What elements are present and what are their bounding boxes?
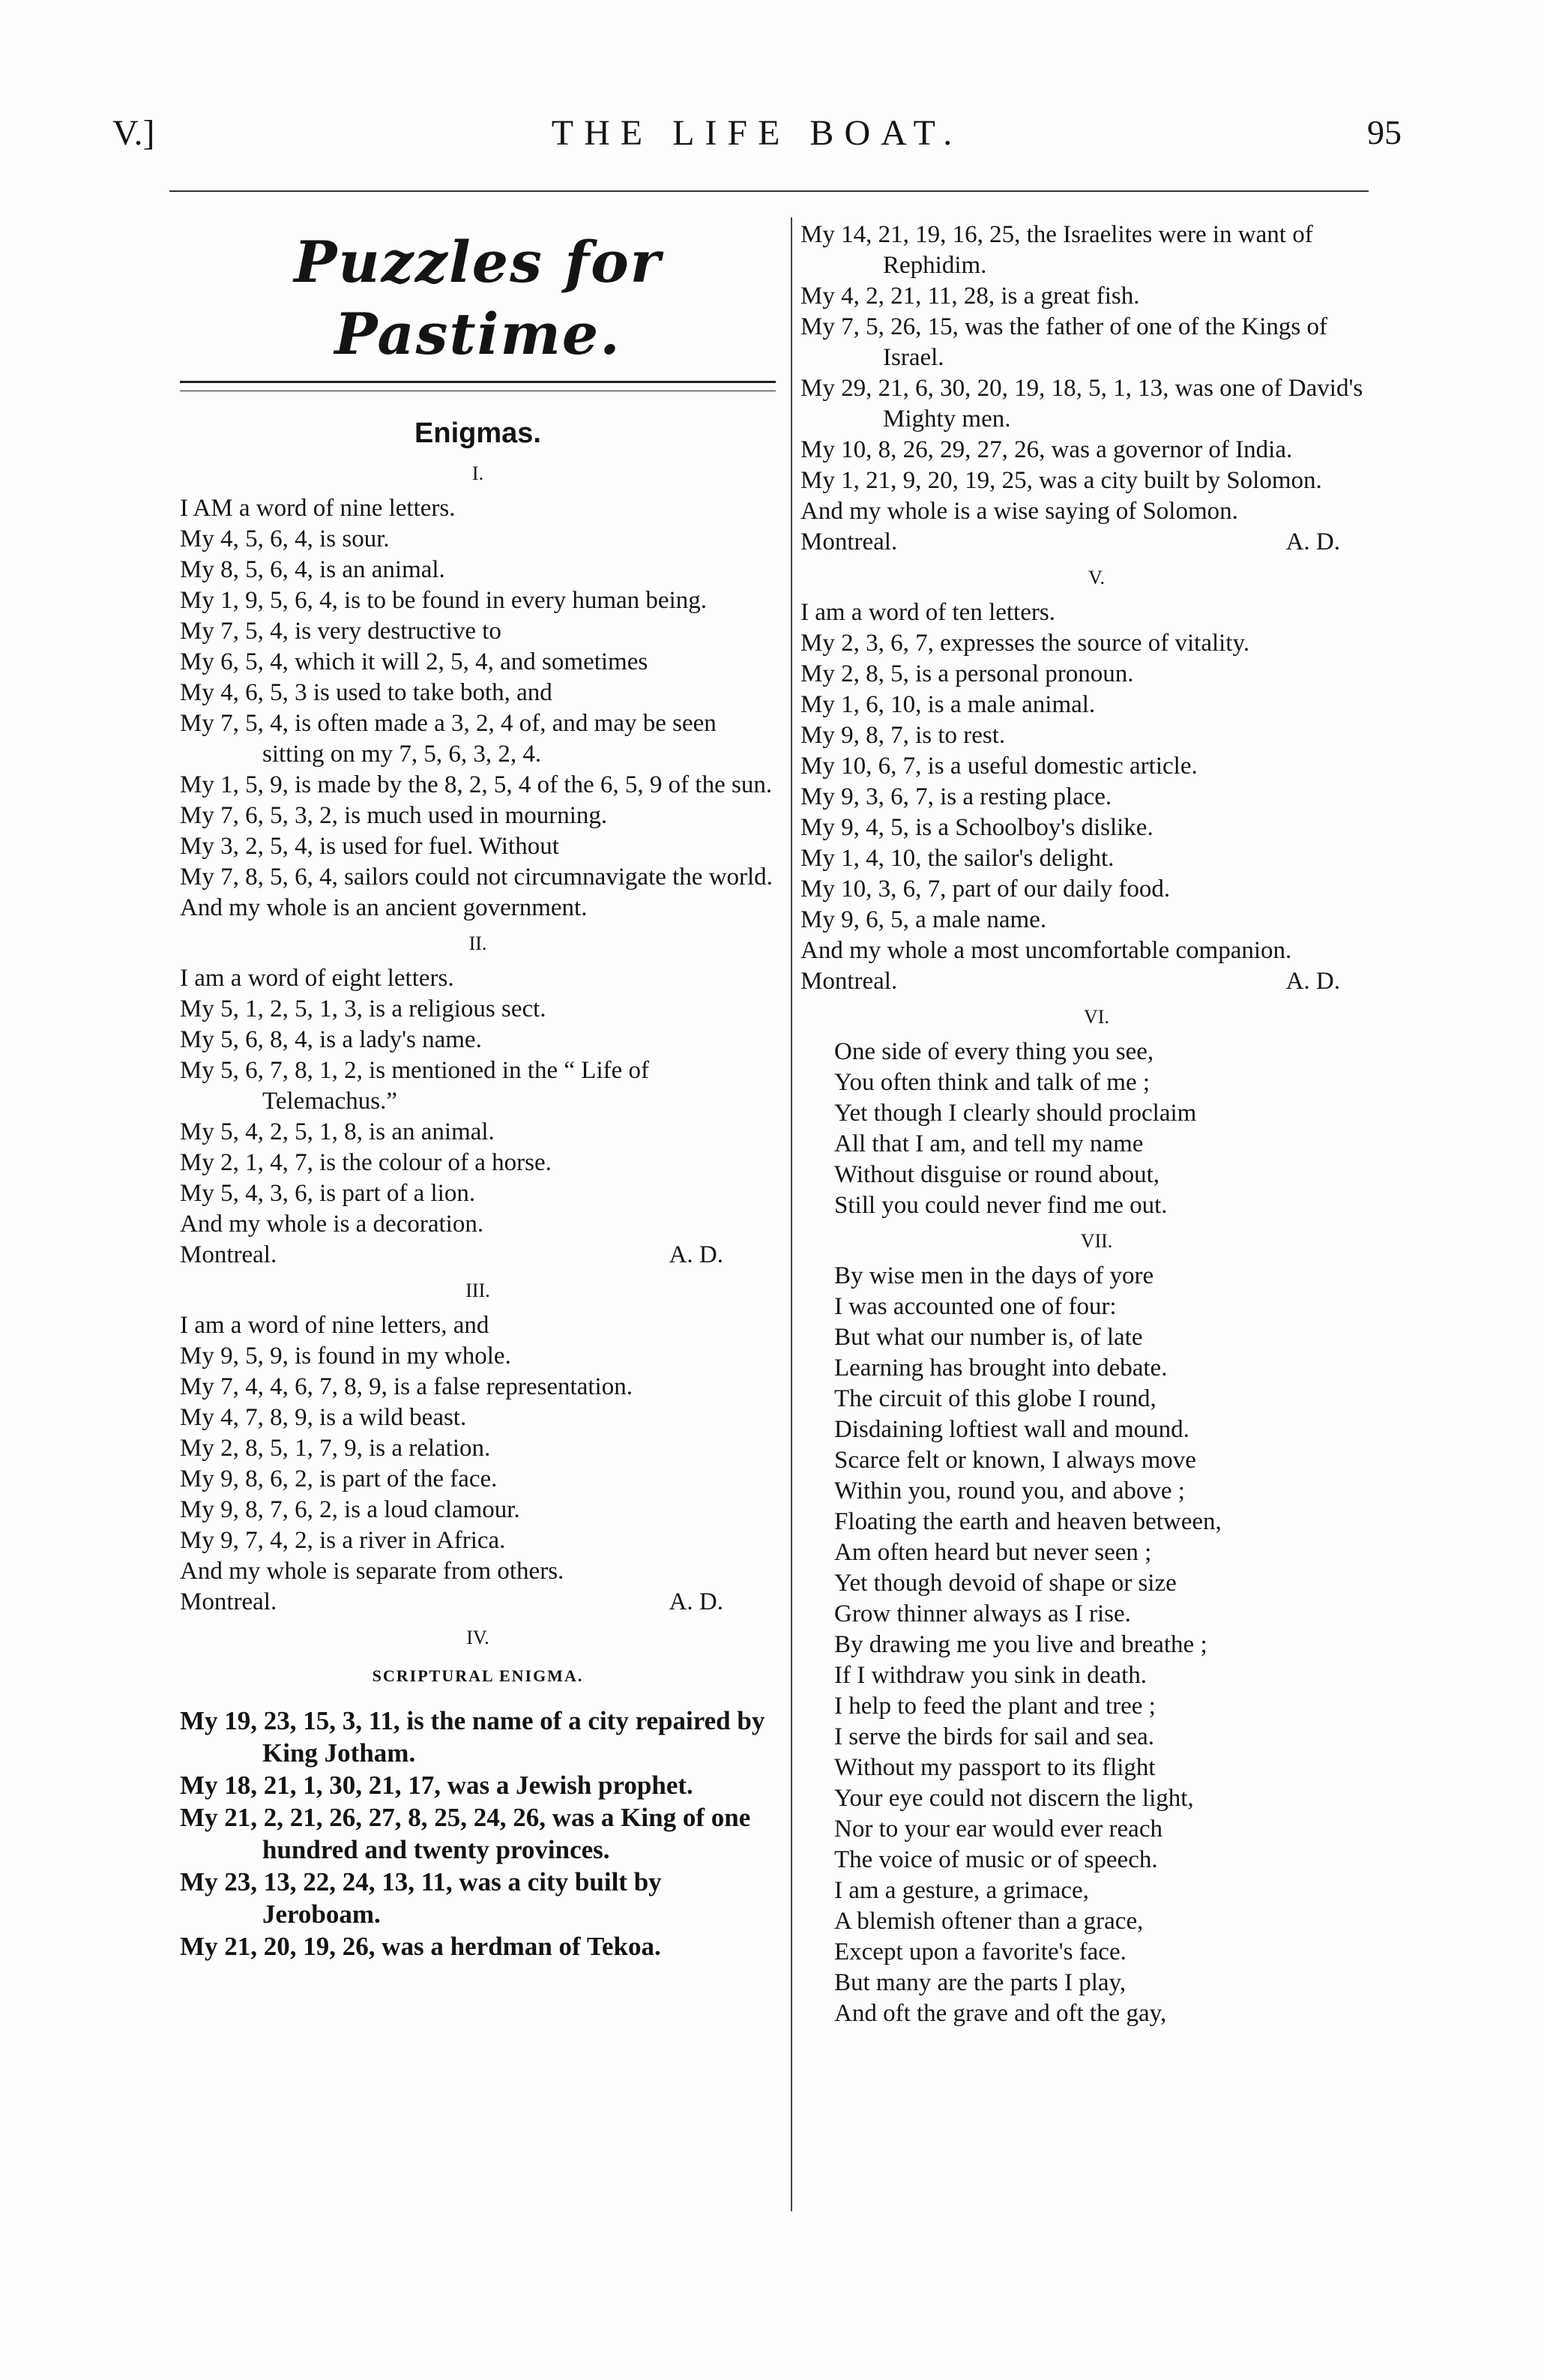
signature-place: Montreal. [180,1241,277,1268]
enigma-line: My 7, 6, 5, 3, 2, is much used in mourning. [180,802,608,829]
poem-line: Without my passport to its flight [834,1754,1156,1781]
header-rule [169,190,1369,192]
enigma-line: My 7, 5, 4, is very destructive to [180,618,501,645]
enigma-3 [180,1275,776,1618]
enigma-line: My 4, 6, 5, 3 is used to take both, and [180,679,552,706]
enigma-line: My 9, 8, 7, 6, 2, is a loud clamour. [180,1496,520,1523]
poem-line: All that I am, and tell my name [834,1130,1144,1157]
enigma-numeral: I. [471,463,484,484]
enigma-line: My 7, 5, 4, is often made a 3, 2, 4 of, and may be seen sitting on my 7, 5, 6, 3, 2, 4. [180,710,717,768]
enigma-line: My 14, 21, 19, 16, 25, the Israelites were in want of Rephidim. [800,221,1313,279]
poem-line: Scarce felt or known, I always move [834,1447,1196,1474]
enigma-line: My 29, 21, 6, 30, 20, 19, 18, 5, 1, 13, was one of David's Mighty men. [800,375,1363,433]
enigma-line: And my whole a most uncomfortable companion. [800,937,1292,964]
poem-line: One side of every thing you see, [834,1038,1154,1065]
enigma-line: And my whole is separate from others. [180,1558,564,1585]
poem-line: I serve the birds for sail and sea. [834,1723,1155,1750]
signature-place: Montreal. [800,968,898,995]
signature-initials: A. D. [1285,968,1340,995]
poem-line: Nor to your ear would ever reach [834,1816,1162,1843]
enigma-line: My 8, 5, 6, 4, is an animal. [180,556,445,583]
enigma-line: And my whole is a wise saying of Solomon. [800,498,1238,525]
signature-place: Montreal. [180,1588,277,1615]
enigma-line: My 10, 6, 7, is a useful domestic article. [800,753,1198,780]
enigma-line: My 10, 3, 6, 7, part of our daily food. [800,876,1171,903]
poem-line: But what our number is, of late [834,1324,1143,1351]
enigmas-heading: Enigmas. [414,418,541,449]
signature [800,966,1393,997]
enigma-6 [800,1001,1393,1221]
signature [800,527,1393,558]
enigma-line: My 19, 23, 15, 3, 11, is the name of a city repaired by King Jotham. [180,1706,765,1768]
enigma-numeral: IV. [466,1627,489,1648]
enigma-numeral: VI. [1084,1006,1109,1028]
enigma-4 [180,1622,776,1962]
column-divider [791,217,792,2211]
poem-line: Floating the earth and heaven between, [834,1508,1222,1535]
enigma-line: I am a word of ten letters. [800,599,1055,626]
enigma-line: My 18, 21, 1, 30, 21, 17, was a Jewish prophet. [180,1771,693,1800]
enigma-line: My 1, 6, 10, is a male animal. [800,691,1096,718]
enigma-line: I AM a word of nine letters. [180,495,456,522]
enigma-line: And my whole is a decoration. [180,1211,484,1238]
enigma-line: My 1, 21, 9, 20, 19, 25, was a city built by Solomon. [800,467,1322,494]
enigma-line: My 6, 5, 4, which it will 2, 5, 4, and sometimes [180,648,648,675]
signature-initials: A. D. [669,1588,723,1615]
enigma-line: My 9, 7, 4, 2, is a river in Africa. [180,1527,506,1554]
scriptural-enigma-heading: SCRIPTURAL ENIGMA. [372,1666,584,1685]
running-title: THE LIFE BOAT. [551,113,963,153]
left-column [180,217,776,1962]
enigma-line: My 3, 2, 5, 4, is used for fuel. Without [180,833,559,860]
poem-line: By wise men in the days of yore [834,1262,1154,1289]
signature-place: Montreal. [800,528,898,555]
enigma-1 [180,458,776,924]
enigma-line: I am a word of nine letters, and [180,1312,489,1339]
title-double-rule [180,381,776,391]
poem-line: Your eye could not discern the light, [834,1785,1194,1812]
enigma-line: My 7, 5, 26, 15, was the father of one of the Kings of Israel. [800,313,1327,371]
poem-line: The voice of music or of speech. [834,1846,1158,1873]
poem-line: By drawing me you live and breathe ; [834,1631,1207,1658]
enigma-numeral: V. [1088,567,1105,588]
page-number: 95 [1367,113,1402,151]
enigma-line: My 5, 1, 2, 5, 1, 3, is a religious sect. [180,995,546,1022]
poem-line: But many are the parts I play, [834,1969,1127,1996]
enigma-line: I am a word of eight letters. [180,965,454,992]
enigma-line: My 4, 5, 6, 4, is sour. [180,525,390,552]
poem-line: Am often heard but never seen ; [834,1539,1152,1566]
poem-line: A blemish oftener than a grace, [834,1908,1144,1935]
signature [180,1240,776,1271]
enigma-line: My 5, 4, 3, 6, is part of a lion. [180,1180,476,1207]
poem-line: Without disguise or round about, [834,1161,1160,1188]
enigma-line: My 9, 5, 9, is found in my whole. [180,1343,511,1370]
enigma-line: My 2, 3, 6, 7, expresses the source of vitality. [800,630,1250,657]
signature [180,1587,776,1618]
enigma-line: My 1, 4, 10, the sailor's delight. [800,845,1115,872]
enigma-4-continued [800,220,1393,558]
enigma-line: My 2, 8, 5, is a personal pronoun. [800,660,1134,687]
poem-line: Learning has brought into debate. [834,1355,1168,1382]
enigma-5 [800,562,1393,997]
poem-line: I help to feed the plant and tree ; [834,1693,1156,1720]
enigma-line: My 1, 9, 5, 6, 4, is to be found in every human being. [180,587,707,614]
enigma-line: My 5, 4, 2, 5, 1, 8, is an animal. [180,1118,495,1145]
enigma-7 [800,1226,1393,2029]
poem-line: If I withdraw you sink in death. [834,1662,1147,1689]
enigma-line: My 5, 6, 8, 4, is a lady's name. [180,1026,482,1053]
signature-initials: A. D. [669,1241,723,1268]
poem-line: Within you, round you, and above ; [834,1477,1185,1504]
poem-line: Grow thinner always as I rise. [834,1600,1131,1627]
volume-marker: V.] [112,113,155,153]
enigma-line: My 9, 8, 6, 2, is part of the face. [180,1465,498,1492]
enigma-line: My 1, 5, 9, is made by the 8, 2, 5, 4 of the 6, 5, 9 of the sun. [180,771,773,798]
enigma-line: My 4, 7, 8, 9, is a wild beast. [180,1404,467,1431]
poem-line: I was accounted one of four: [834,1293,1117,1320]
section-title: Puzzles for Pastime. [294,229,662,367]
enigma-line: My 21, 2, 21, 26, 27, 8, 25, 24, 26, was a King of one hundred and twenty provinces. [180,1803,751,1864]
enigma-line: My 21, 20, 19, 26, was a herdman of Tekoa. [180,1932,661,1961]
enigma-numeral: II. [468,933,487,954]
enigma-line: And my whole is an ancient government. [180,894,588,921]
enigma-line: My 9, 6, 5, a male name. [800,906,1047,933]
poem-line: I am a gesture, a grimace, [834,1877,1089,1904]
poem-line: The circuit of this globe I round, [834,1385,1156,1412]
enigma-line: My 23, 13, 22, 24, 13, 11, was a city built by Jeroboam. [180,1867,662,1929]
enigma-line: My 9, 4, 5, is a Schoolboy's dislike. [800,814,1154,841]
signature-initials: A. D. [1285,528,1340,555]
enigma-numeral: III. [465,1280,490,1301]
enigma-line: My 9, 8, 7, is to rest. [800,722,1006,749]
enigma-line: My 7, 8, 5, 6, 4, sailors could not circumnavigate the world. [180,864,773,891]
poem-line: Yet though I clearly should proclaim [834,1100,1197,1127]
poem-line: You often think and talk of me ; [834,1069,1151,1096]
enigma-line: My 2, 8, 5, 1, 7, 9, is a relation. [180,1435,491,1462]
enigma-2 [180,928,776,1271]
poem-line: And oft the grave and oft the gay, [834,2000,1167,2027]
enigma-line: My 9, 3, 6, 7, is a resting place. [800,783,1112,810]
enigma-line: My 10, 8, 26, 29, 27, 26, was a governor of India. [800,436,1293,463]
enigma-line: My 4, 2, 21, 11, 28, is a great fish. [800,283,1140,310]
enigma-line: My 2, 1, 4, 7, is the colour of a horse. [180,1149,552,1176]
right-column [800,220,1393,2029]
poem-line: Still you could never find me out. [834,1192,1168,1219]
poem-line: Disdaining loftiest wall and mound. [834,1416,1189,1443]
enigma-numeral: VII. [1080,1230,1113,1252]
poem-line: Except upon a favorite's face. [834,1938,1127,1965]
enigma-line: My 7, 4, 4, 6, 7, 8, 9, is a false representation. [180,1373,633,1400]
page-header [112,112,1402,165]
poem-line: Yet though devoid of shape or size [834,1570,1177,1597]
enigma-line: My 5, 6, 7, 8, 1, 2, is mentioned in the “ Life of Telemachus.” [180,1057,649,1115]
